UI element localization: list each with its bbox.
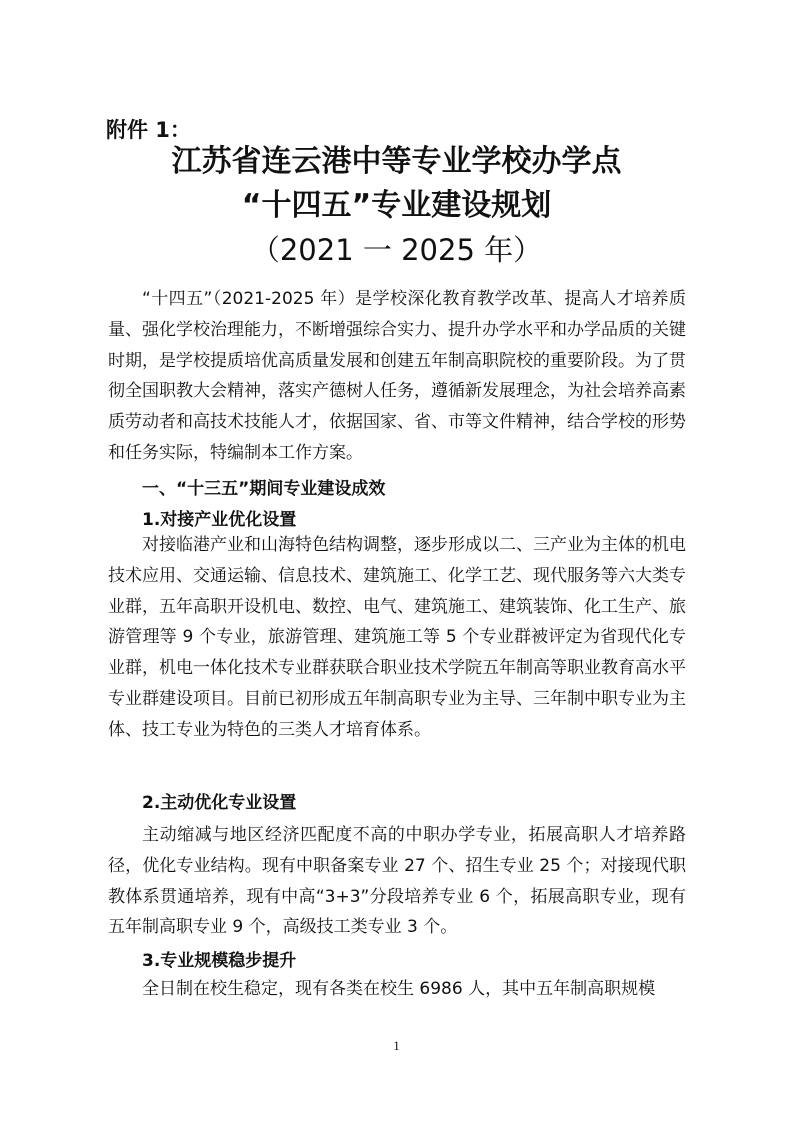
title-line-years: （2021 一 2025 年） bbox=[250, 233, 543, 267]
subsection-heading-1: 1.对接产业优化设置 bbox=[142, 510, 297, 530]
document-title bbox=[100, 140, 693, 272]
title-line-school: 江苏省连云港中等专业学校办学点 bbox=[171, 144, 622, 179]
section-heading: 一、“十三五”期间专业建设成效 bbox=[142, 479, 386, 499]
subsection-paragraph-1: 对接临港产业和山海特色结构调整，逐步形成以二、三产业为主体的机电技术应用、交通运输、信息技术、建筑施工、化学工艺、现代服务等六大类专业群，五年高职开设机电、数控、电气、建筑施工、建筑装饰、化工生产、旅游管理等 9 个专业，旅游管理、建筑施工等 5 个专业群被评定为省现代化专业群，机电一体化技术专业群获联合职业技术学院五年制高等职业教育高水平专业群建设项目。目前已初形成五年制高职专业为主导、三年制中职专业为主体、技工专业为特色的三类人才培育体系。 bbox=[108, 535, 686, 740]
page-number: 1 bbox=[393, 1038, 400, 1053]
subsection-paragraph-2: 主动缩减与地区经济匹配度不高的中职办学专业，拓展高职人才培养路径，优化专业结构。现有中职备案专业 27 个、招生专业 25 个；对接现代职教体系贯通培养，现有中高“3+3”分段培养专业 6 个，拓展高职专业，现有五年制高职专业 9 个，高级技工类专业 3 个。 bbox=[108, 825, 686, 938]
intro-paragraph: “十四五”（2021-2025 年）是学校深化教育教学改革、提高人才培养质量、强化学校治理能力，不断增强综合实力、提升办学水平和办学品质的关键时期，是学校提质培优高质量发展和创建五年制高职院校的重要阶段。为了贯彻全国职教大会精神，落实产德树人任务，遵循新发展理念，为社会培养高素质劳动者和高技术技能人才，依据国家、省、市等文件精神，结合学校的形势和任务实际，特编制本工作方案。 bbox=[108, 289, 686, 463]
title-line-plan: “十四五”专业建设规划 bbox=[241, 188, 552, 223]
subsection-heading-3: 3.专业规模稳步提升 bbox=[142, 951, 297, 971]
attachment-label: 附件 1： bbox=[106, 118, 191, 142]
subsection-paragraph-3: 全日制在校生稳定，现有各类在校生 6986 人，其中五年制高职规模 bbox=[142, 979, 656, 999]
subsection-heading-2: 2.主动优化专业设置 bbox=[142, 793, 297, 813]
